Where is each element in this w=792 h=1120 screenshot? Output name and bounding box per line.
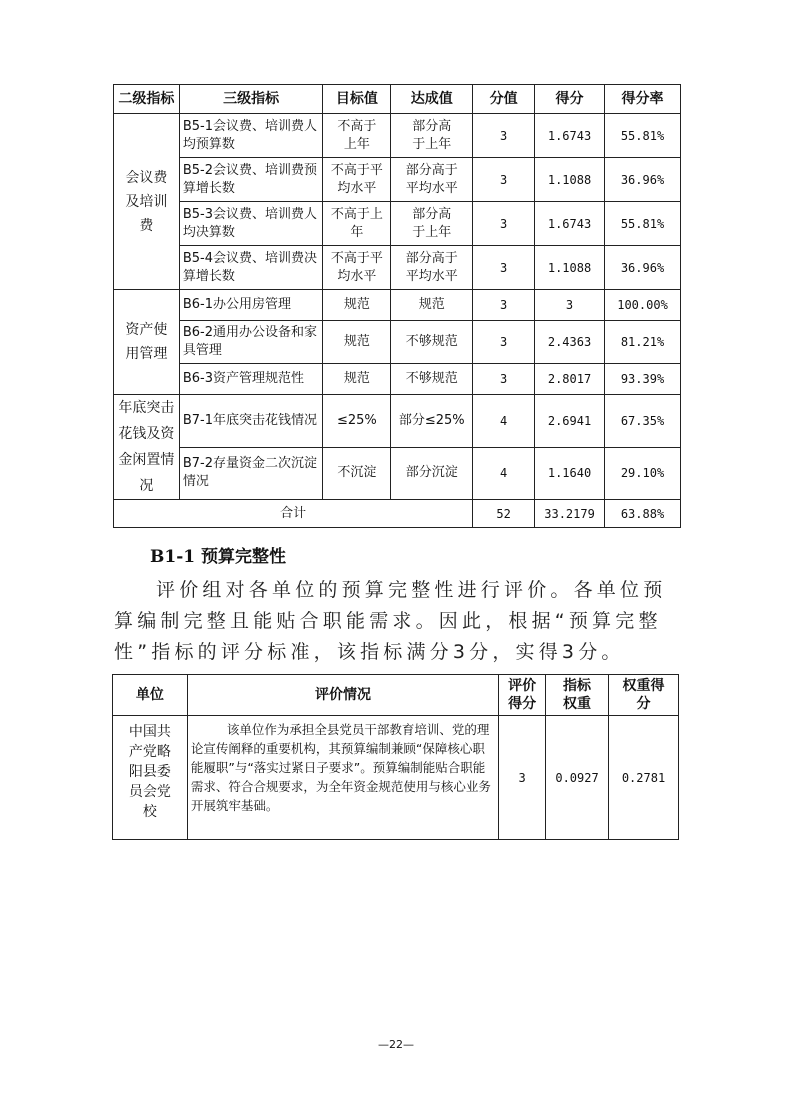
header-score: 得分 [535,85,605,114]
header-evaluation: 评价情况 [187,675,498,716]
rate-cell: 36.96% [605,158,681,202]
unit-cell: 中国共 产党略 阳县委 员会党 校 [113,716,188,840]
header-weighted-score: 权重得 分 [609,675,679,716]
points-cell: 3 [473,321,535,364]
score-cell: 1.6743 [535,114,605,158]
rate-cell: 67.35% [605,395,681,448]
table-row [114,395,681,448]
evaluation-cell: 该单位作为承担全县党员干部教育培训、党的理论宣传阐释的重要机构，其预算编制兼顾“保障核心职能履职”与“落实过紧日子要求”。预算编制能贴合职能需求、符合合规要求，为全年资金规范使用与核心业务开展筑牢基础。 [187,716,498,840]
table-row [114,158,681,202]
table-row [114,447,681,500]
header-target: 目标值 [323,85,391,114]
target-cell: 规范 [323,364,391,395]
rate-cell: 100.00% [605,290,681,321]
target-cell: 不高于平 均水平 [323,158,391,202]
header-level3: 三级指标 [179,85,323,114]
rate-cell: 81.21% [605,321,681,364]
rate-cell: 29.10% [605,447,681,500]
indicator-table-header [114,85,681,114]
achieved-cell: 部分≤25% [391,395,473,448]
achieved-cell: 部分高 于上年 [391,202,473,246]
indicator-cell: B5-3会议费、培训费人均决算数 [179,202,323,246]
indicator-table [113,84,681,528]
rate-cell: 36.96% [605,246,681,290]
total-rate: 63.88% [605,500,681,528]
header-points: 分值 [473,85,535,114]
table-row [113,716,679,840]
achieved-cell: 部分高于 平均水平 [391,246,473,290]
score-cell: 2.4363 [535,321,605,364]
points-cell: 3 [473,114,535,158]
target-cell: 不高于上 年 [323,202,391,246]
points-cell: 4 [473,447,535,500]
group-name: 年底突击 花钱及资 金闲置情 况 [114,395,180,500]
table-row [114,321,681,364]
indicator-cell: B6-3资产管理规范性 [179,364,323,395]
target-cell: 不高于 上年 [323,114,391,158]
achieved-cell: 规范 [391,290,473,321]
table-row [114,202,681,246]
achieved-cell: 部分高 于上年 [391,114,473,158]
indicator-cell: B5-4会议费、培训费决算增长数 [179,246,323,290]
indicator-cell: B6-2通用办公设备和家具管理 [179,321,323,364]
rate-cell: 55.81% [605,114,681,158]
total-score: 33.2179 [535,500,605,528]
table-row [114,246,681,290]
header-unit: 单位 [113,675,188,716]
score-cell: 1.1640 [535,447,605,500]
evaluation-table [112,674,679,840]
points-cell: 3 [473,158,535,202]
section-paragraph: 评价组对各单位的预算完整性进行评价。各单位预算编制完整且能贴合职能需求。因此，根据“预算完整性”指标的评分标准，该指标满分3分，实得3分。 [114,579,667,663]
score-cell: 2.8017 [535,364,605,395]
header-eval-score: 评价 得分 [499,675,546,716]
indicator-cell: B5-1会议费、培训费人均预算数 [179,114,323,158]
target-cell: 不沉淀 [323,447,391,500]
score-cell: 1.1088 [535,246,605,290]
section-heading: B1-1 预算完整性 [150,547,286,567]
header-weight: 指标 权重 [546,675,609,716]
header-level2: 二级指标 [114,85,180,114]
score-cell: 2.6941 [535,395,605,448]
achieved-cell: 不够规范 [391,321,473,364]
total-label: 合计 [114,500,473,528]
eval-score-cell: 3 [499,716,546,840]
achieved-cell: 部分沉淀 [391,447,473,500]
indicator-cell: B6-1办公用房管理 [179,290,323,321]
achieved-cell: 部分高于 平均水平 [391,158,473,202]
points-cell: 3 [473,202,535,246]
weight-cell: 0.0927 [546,716,609,840]
target-cell: 规范 [323,290,391,321]
weighted-score-cell: 0.2781 [609,716,679,840]
total-row [114,500,681,528]
points-cell: 4 [473,395,535,448]
target-cell: ≤25% [323,395,391,448]
table-row [114,364,681,395]
indicator-cell: B5-2会议费、培训费预算增长数 [179,158,323,202]
target-cell: 不高于平 均水平 [323,246,391,290]
total-points: 52 [473,500,535,528]
points-cell: 3 [473,364,535,395]
score-cell: 1.1088 [535,158,605,202]
achieved-cell: 不够规范 [391,364,473,395]
header-rate: 得分率 [605,85,681,114]
rate-cell: 55.81% [605,202,681,246]
indicator-cell: B7-2存量资金二次沉淀情况 [179,447,323,500]
indicator-cell: B7-1年底突击花钱情况 [179,395,323,448]
group-name: 资产使 用管理 [114,290,180,395]
page-number: —22— [378,1038,414,1051]
points-cell: 3 [473,290,535,321]
score-cell: 3 [535,290,605,321]
table-row [114,290,681,321]
evaluation-table-header [113,675,679,716]
group-name: 会议费 及培训 费 [114,114,180,290]
header-achieved: 达成值 [391,85,473,114]
target-cell: 规范 [323,321,391,364]
score-cell: 1.6743 [535,202,605,246]
rate-cell: 93.39% [605,364,681,395]
points-cell: 3 [473,246,535,290]
table-row [114,114,681,158]
